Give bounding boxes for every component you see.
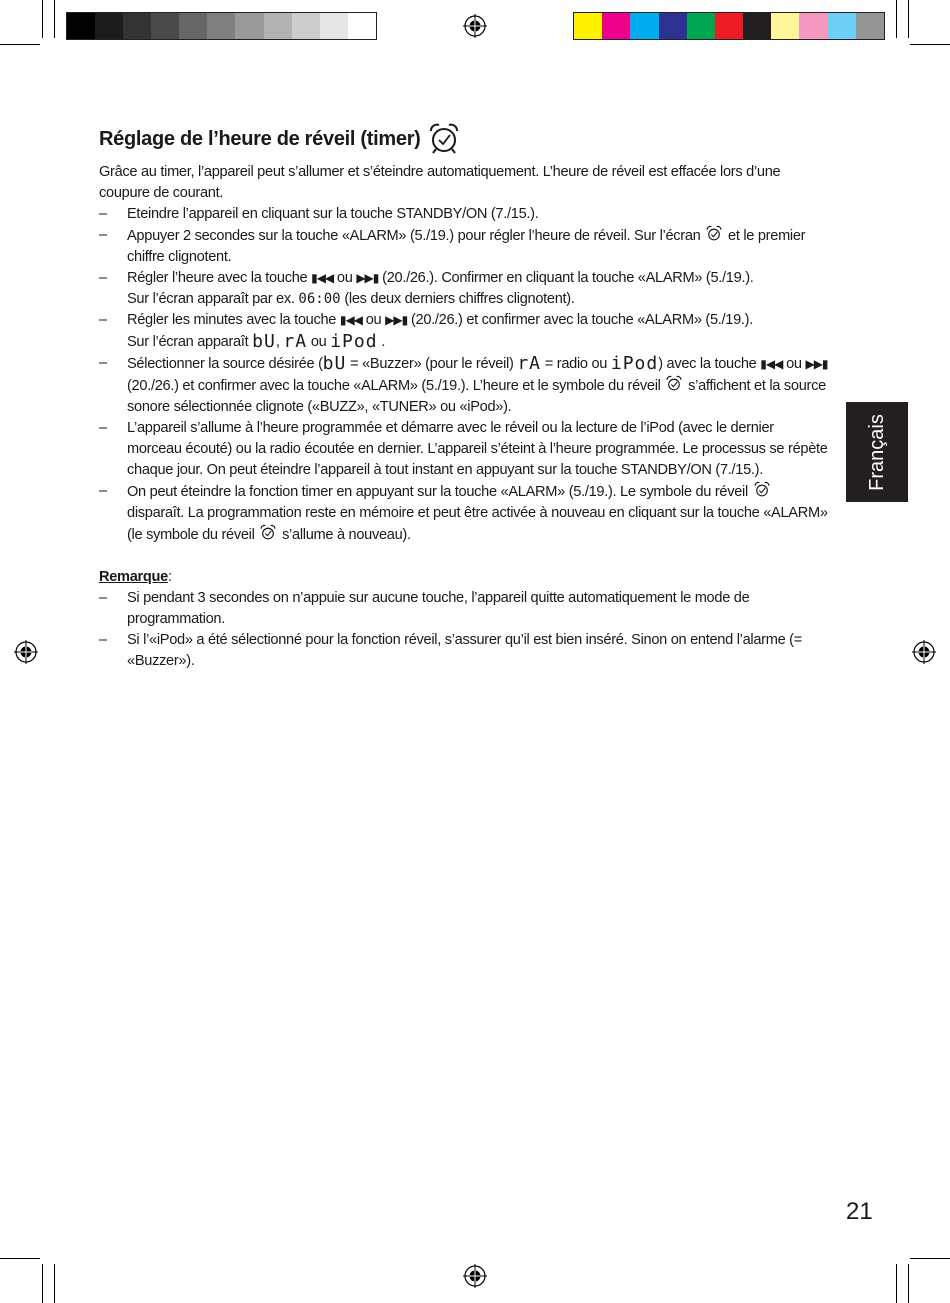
section-title: Réglage de l’heure de réveil (timer) [99, 127, 421, 150]
color-swatch [715, 13, 743, 39]
step-text: (les deux derniers chiffres clignotent). [344, 291, 575, 307]
step-text: = «Buzzer» (pour le réveil) [350, 356, 514, 372]
step-text: , [275, 334, 280, 350]
list-item [99, 204, 829, 225]
color-swatch [67, 13, 95, 39]
step-text: Appuyer 2 secondes sur la touche «ALARM» (5./19.) pour régler l’heure de réveil. Sur l’écran [127, 228, 701, 244]
step-text: = radio ou [544, 356, 608, 372]
color-swatch [799, 13, 827, 39]
step-text: . [381, 334, 386, 350]
registration-mark-icon [912, 640, 936, 664]
color-swatch [771, 13, 799, 39]
color-swatch [630, 13, 658, 39]
step-text: Régler les minutes avec la touche [127, 312, 337, 328]
step-text: Régler l’heure avec la touche [127, 270, 308, 286]
previous-button-symbol: ▮◀◀ [311, 271, 334, 285]
color-swatch [292, 13, 320, 39]
intro-paragraph: Grâce au timer, l’appareil peut s’allumer et s’éteindre automatiquement. L’heure de réveil est effacée lors d’une coupure de courant. [99, 164, 781, 201]
lcd-radio-display: rA [283, 331, 308, 352]
remark-colon: : [167, 569, 172, 585]
step-text: s’allume à nouveau). [282, 527, 411, 543]
step-text: Sélectionner la source désirée ( [127, 356, 323, 372]
remark-text: Si l’«iPod» a été sélectionné pour la fonction réveil, s’assurer qu’il est bien inséré. Sinon on entend l’alarme (= «Buzzer»). [127, 632, 802, 669]
list-item [99, 310, 829, 353]
registration-mark-icon [463, 1264, 487, 1288]
step-text: ou [365, 312, 382, 328]
list-item [99, 225, 829, 268]
alarm-clock-icon [258, 524, 278, 542]
lcd-buzzer-display: bU [252, 331, 276, 352]
step-text: (20./26.). Confirmer en cliquant la touche «ALARM» (5./19.). [382, 270, 754, 286]
color-swatch [743, 13, 771, 39]
lcd-buzzer-display: bU [322, 353, 347, 374]
alarm-clock-icon [664, 375, 684, 393]
page-number: 21 [846, 1198, 873, 1225]
alarm-clock-icon [752, 481, 772, 499]
lcd-time-display: 06:00 [298, 291, 341, 307]
list-dash: – [99, 483, 107, 499]
list-item [99, 353, 829, 418]
step-text: Eteindre l’appareil en cliquant sur la touche STANDBY/ON (7./15.). [127, 206, 539, 222]
lcd-ipod-display: iPod [330, 331, 378, 352]
list-dash: – [99, 227, 107, 243]
color-swatch [95, 13, 123, 39]
list-dash: – [99, 590, 107, 606]
step-text: Sur l’écran apparaît [127, 334, 249, 350]
lcd-ipod-display: iPod [610, 353, 659, 374]
list-dash: – [99, 632, 107, 648]
next-button-symbol: ▶▶▮ [356, 271, 379, 285]
step-text: On peut éteindre la fonction timer en appuyant sur la touche «ALARM» (5./19.). Le symbole du réveil [127, 484, 748, 500]
color-scale-bar [573, 12, 885, 40]
registration-mark-icon [14, 640, 38, 664]
section-heading [99, 122, 829, 156]
list-dash: – [99, 312, 107, 328]
step-text: L’appareil s’allume à l’heure programmée et démarre avec le réveil ou la lecture de l’iPod (avec le dernier morceau écouté) ou la radio écoutée en dernier. L’appareil s’éteint à l’heure programmée. Le processus se répète chaque jour. On peut éteindre l’appareil à tout instant en appuyant sur la touche STANDBY/ON (7./15.). [127, 420, 828, 478]
step-text: ) avec la touche [658, 356, 757, 372]
list-item [99, 268, 829, 310]
color-swatch [602, 13, 630, 39]
list-item [99, 481, 829, 546]
registration-mark-icon [463, 14, 487, 38]
gray-scale-bar [66, 12, 377, 40]
color-swatch [828, 13, 856, 39]
color-swatch [856, 13, 884, 39]
step-text: ou [336, 270, 353, 286]
steps-list [99, 204, 829, 546]
list-dash: – [99, 420, 107, 436]
color-swatch [320, 13, 348, 39]
lcd-radio-display: rA [517, 353, 542, 374]
color-swatch [348, 13, 376, 39]
step-text: s’affichent et la source sonore sélectionnée clignote («BUZZ», «TUNER» ou «iPod»). [127, 378, 826, 415]
step-text: et le premier chiffre clignotent. [127, 228, 806, 265]
language-tab [846, 402, 908, 502]
list-item [99, 418, 829, 481]
spacer [99, 546, 829, 567]
color-swatch [235, 13, 263, 39]
list-item [99, 588, 829, 630]
color-swatch [574, 13, 602, 39]
step-text: ou [786, 356, 802, 372]
color-swatch [179, 13, 207, 39]
step-text: ou [310, 334, 327, 350]
step-text: (20./26.) et confirmer avec la touche «ALARM» (5./19.). L’heure et le symbole du réveil [127, 378, 661, 394]
next-button-symbol: ▶▶▮ [805, 357, 828, 371]
alarm-clock-icon [427, 122, 461, 156]
list-dash: – [99, 355, 107, 371]
color-swatch [151, 13, 179, 39]
document-body [99, 122, 829, 672]
language-tab-label: Français [865, 413, 888, 491]
step-text: (20./26.) et confirmer avec la touche «ALARM» (5./19.). [410, 312, 753, 328]
remark-title: Remarque [99, 569, 168, 585]
remark-heading [99, 567, 829, 588]
next-button-symbol: ▶▶▮ [385, 313, 408, 327]
color-swatch [207, 13, 235, 39]
remark-text: Si pendant 3 secondes on n’appuie sur aucune touche, l’appareil quitte automatiquement le mode de programmation. [127, 590, 750, 627]
previous-button-symbol: ▮◀◀ [760, 357, 783, 371]
step-text: Sur l’écran apparaît par ex. [127, 291, 295, 307]
color-swatch [123, 13, 151, 39]
list-item [99, 630, 829, 672]
color-swatch [687, 13, 715, 39]
list-dash: – [99, 270, 107, 286]
remark-list [99, 588, 829, 672]
alarm-clock-icon [704, 225, 724, 243]
list-dash: – [99, 206, 107, 222]
step-text: disparaît. La programmation reste en mémoire et peut être activée à nouveau en cliquant sur la touche «ALARM» (le symbole du réveil [127, 505, 828, 543]
color-swatch [659, 13, 687, 39]
previous-button-symbol: ▮◀◀ [339, 313, 362, 327]
color-swatch [264, 13, 292, 39]
